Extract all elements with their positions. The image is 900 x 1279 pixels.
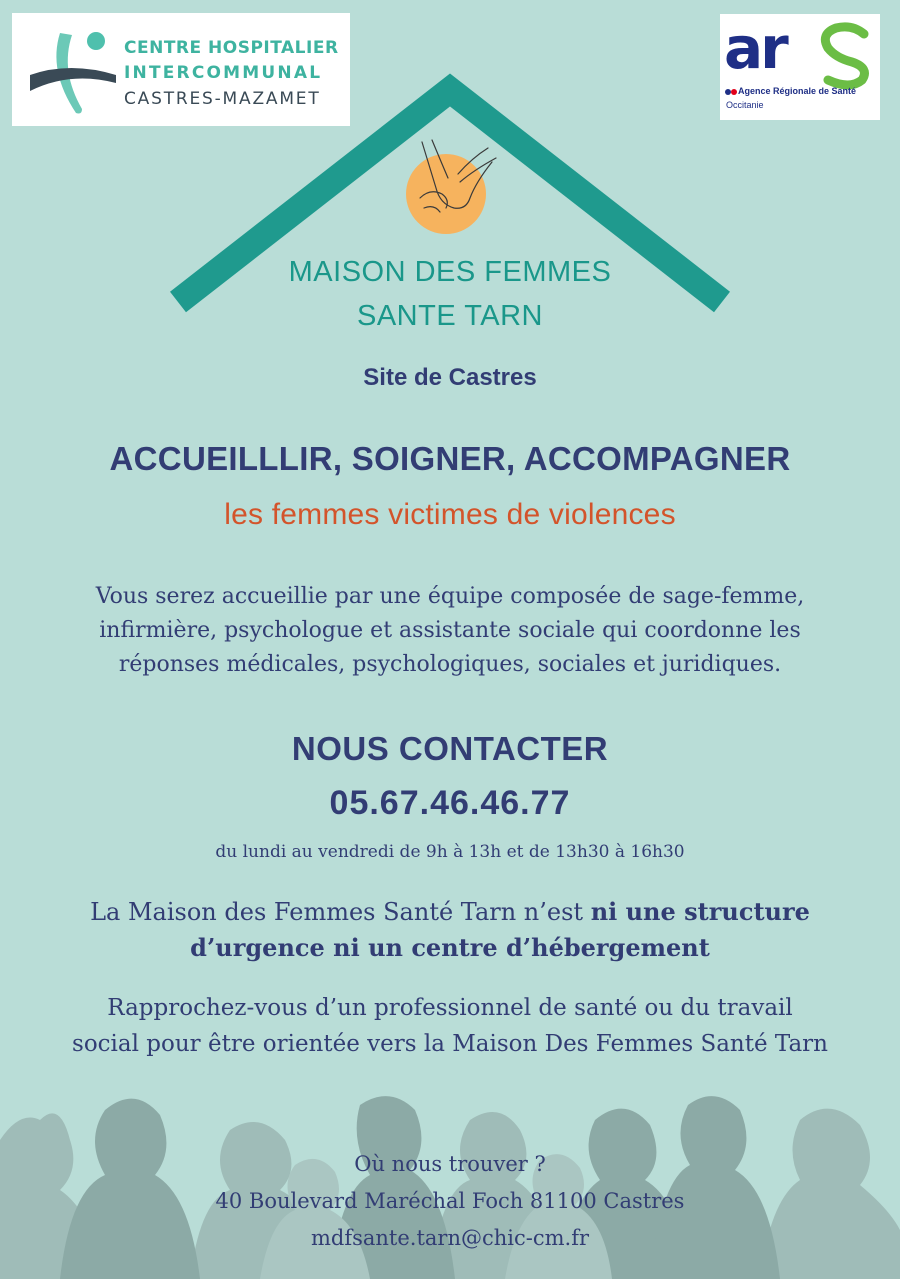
svg-text:ar: ar: [724, 22, 786, 82]
location-label: Où nous trouver ?: [354, 1152, 546, 1176]
notice-prefix: La Maison des Femmes Santé Tarn n’est: [90, 898, 591, 926]
location-email[interactable]: mdfsante.tarn@chic-cm.fr: [310, 1226, 590, 1250]
description-line3: réponses médicales, psychologiques, sociales et juridiques.: [118, 652, 782, 677]
contact-title: NOUS CONTACTER: [291, 730, 609, 767]
chic-logo-line3: CASTRES-MAZAMET: [124, 89, 321, 109]
notice: [0, 894, 900, 966]
description-line2: infirmière, psychologue et assistante sociale qui coordonne les: [99, 618, 801, 643]
advice-line1: Rapprochez-vous d’un professionnel de santé ou du travail: [107, 995, 793, 1021]
description: [0, 580, 900, 682]
ars-region-label: Occitanie: [726, 100, 764, 110]
page-title-line1: MAISON DES FEMMES: [288, 256, 612, 288]
contact-phone[interactable]: 05.67.46.46.77: [329, 784, 571, 822]
contact-hours: du lundi au vendredi de 9h à 13h et de 13h30 à 16h30: [215, 842, 685, 862]
chic-logo-line2: INTERCOMMUNAL: [124, 63, 323, 83]
ars-agency-label: Agence Régionale de Santé: [738, 86, 857, 96]
advice: [0, 990, 900, 1062]
location-address: 40 Boulevard Maréchal Foch 81100 Castres: [215, 1189, 685, 1213]
notice-bold-2: d’urgence ni un centre d’hébergement: [190, 933, 710, 962]
subheadline: les femmes victimes de violences: [224, 498, 676, 531]
chic-logo-line1: CENTRE HOSPITALIER: [124, 38, 339, 58]
advice-line2: social pour être orientée vers la Maison Des Femmes Santé Tarn: [72, 1031, 828, 1057]
description-line1: Vous serez accueillie par une équipe composée de sage-femme,: [95, 584, 805, 609]
location: [0, 1146, 900, 1257]
notice-bold-1: ni une structure: [590, 897, 810, 926]
hands-sun-icon: [400, 138, 500, 238]
page-title: [0, 250, 900, 338]
page-title-line2: SANTE TARN: [356, 300, 543, 332]
headline: ACCUEILLLIR, SOIGNER, ACCOMPAGNER: [109, 440, 791, 477]
site-label: Site de Castres: [363, 364, 537, 391]
